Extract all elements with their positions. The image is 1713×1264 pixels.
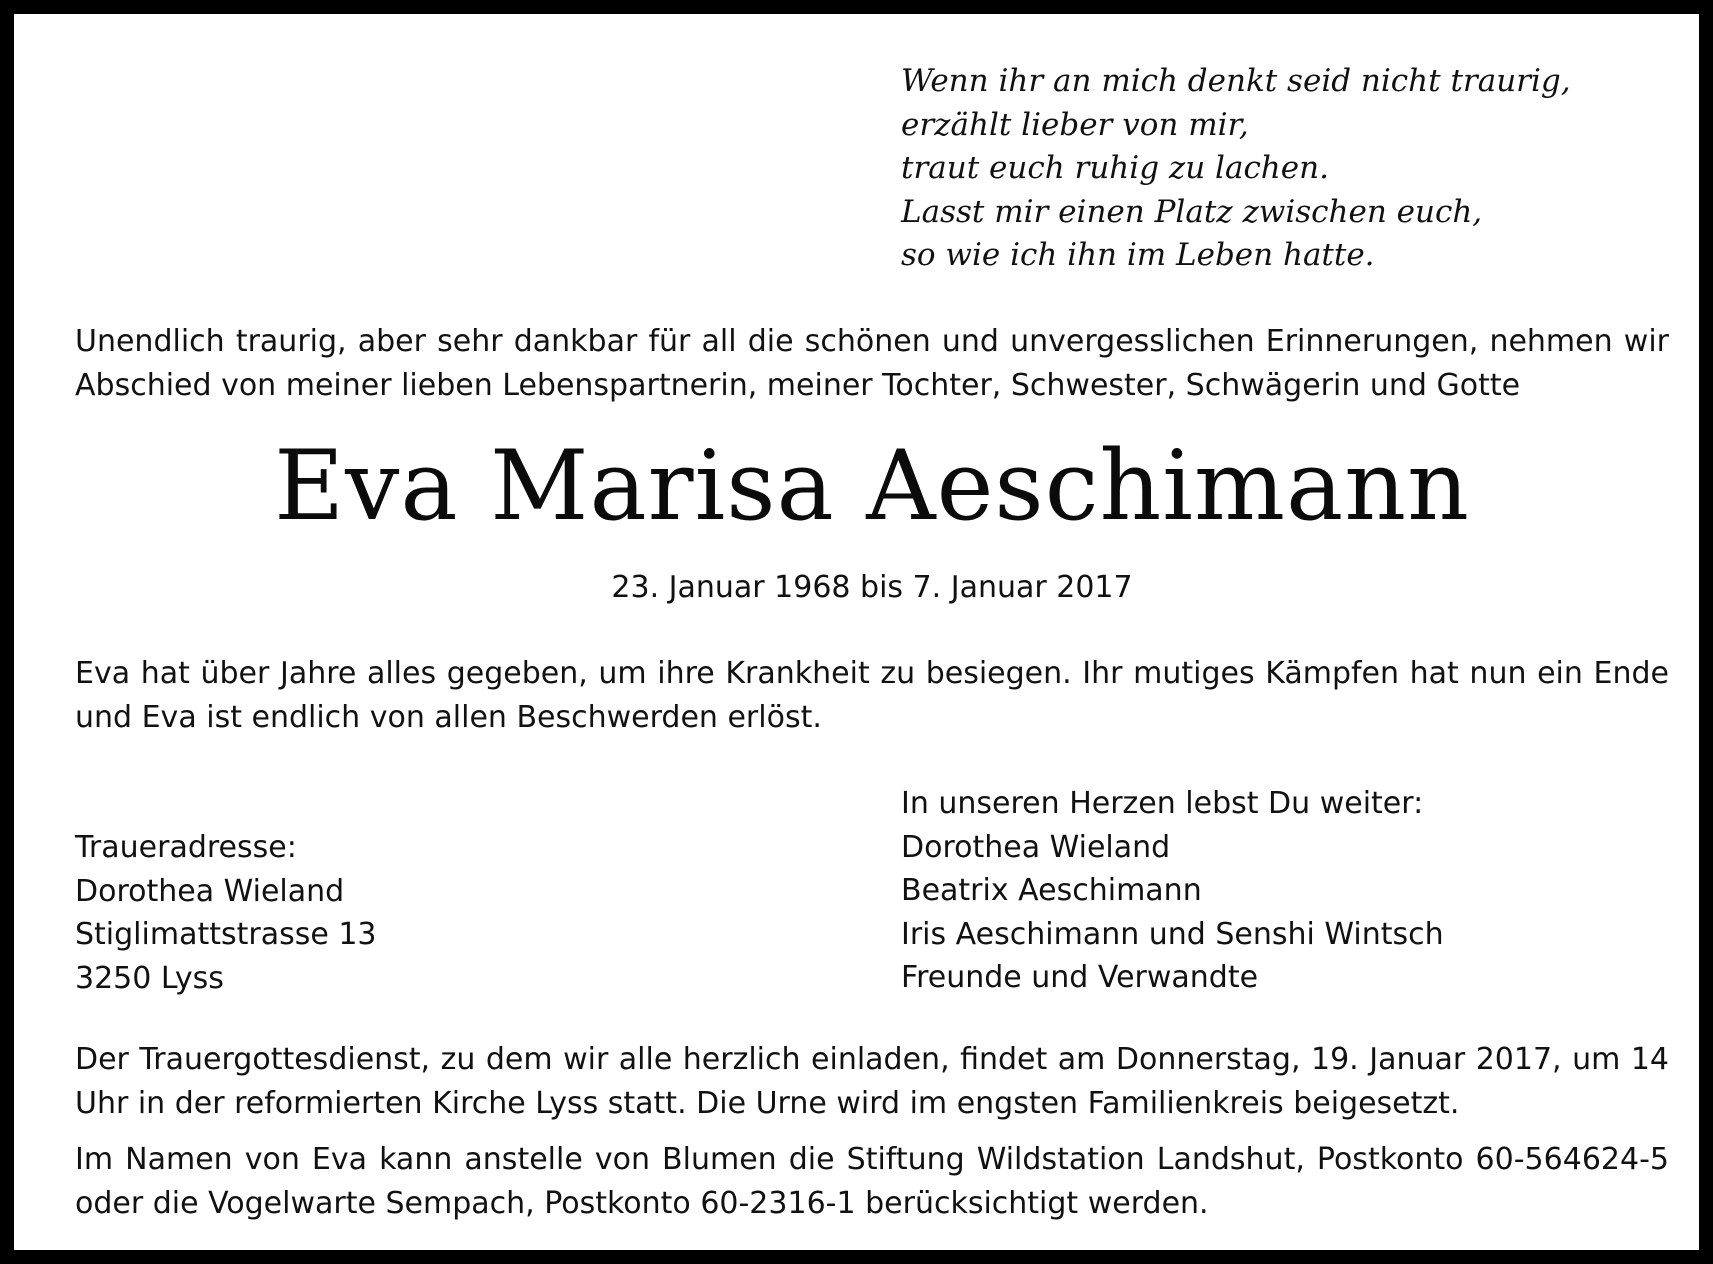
poem-line: so wie ich ihn im Leben hatte. <box>901 237 1375 273</box>
donation-paragraph: Im Namen von Eva kann anstelle von Blumen die Stiftung Wildstation Landshut, Postkonto 60-564624-5 oder die Vogelwarte Sempach, Postkonto 60-2316-1 berücksichtigt werden. <box>75 1142 1669 1221</box>
service-paragraph: Der Trauergottesdienst, zu dem wir alle herzlich einladen, findet am Donnerstag, 19. Januar 2017, um 14 Uhr in der reformierten Kirche Lyss statt. Die Urne wird im engsten Familienkreis beigesetzt. <box>75 1042 1669 1121</box>
mourning-address-label: Traueradresse: <box>75 830 297 865</box>
address-line: Stiglimattstrasse 13 <box>75 917 377 952</box>
struggle-paragraph: Eva hat über Jahre alles gegeben, um ihre Krankheit zu besiegen. Ihr mutiges Kämpfen hat nun ein Ende und Eva ist endlich von allen Beschwerden erlöst. <box>75 656 1669 735</box>
address-line: 3250 Lyss <box>75 960 224 996</box>
deceased-name: Eva Marisa Aeschimann <box>274 430 1470 542</box>
poem-line: Wenn ihr an mich denkt seid nicht traurig, <box>901 63 1571 99</box>
intro-paragraph: Unendlich traurig, aber sehr dankbar für all die schönen und unvergesslichen Erinnerungen, nehmen wir Abschied von meiner lieben Lebenspartnerin, meiner Tochter, Schwester, Schwägerin und Gotte <box>75 324 1669 403</box>
poem-line: traut euch ruhig zu lachen. <box>901 150 1329 186</box>
poem-line: erzählt lieber von mir, <box>901 106 1249 143</box>
mourner-name: Dorothea Wieland <box>901 829 1171 865</box>
mourners-label: In unseren Herzen lebst Du weiter: <box>901 786 1424 821</box>
mourner-name: Iris Aeschimann und Senshi Wintsch <box>901 916 1444 952</box>
mourner-name: Freunde und Verwandte <box>901 960 1259 995</box>
life-dates: 23. Januar 1968 bis 7. Januar 2017 <box>611 570 1133 605</box>
poem-line: Lasst mir einen Platz zwischen euch, <box>901 193 1483 230</box>
mourner-name: Beatrix Aeschimann <box>901 873 1202 908</box>
mourning-address <box>75 826 775 1000</box>
mourners-list <box>901 782 1681 1000</box>
poem <box>901 60 1681 278</box>
address-line: Dorothea Wieland <box>75 873 345 909</box>
